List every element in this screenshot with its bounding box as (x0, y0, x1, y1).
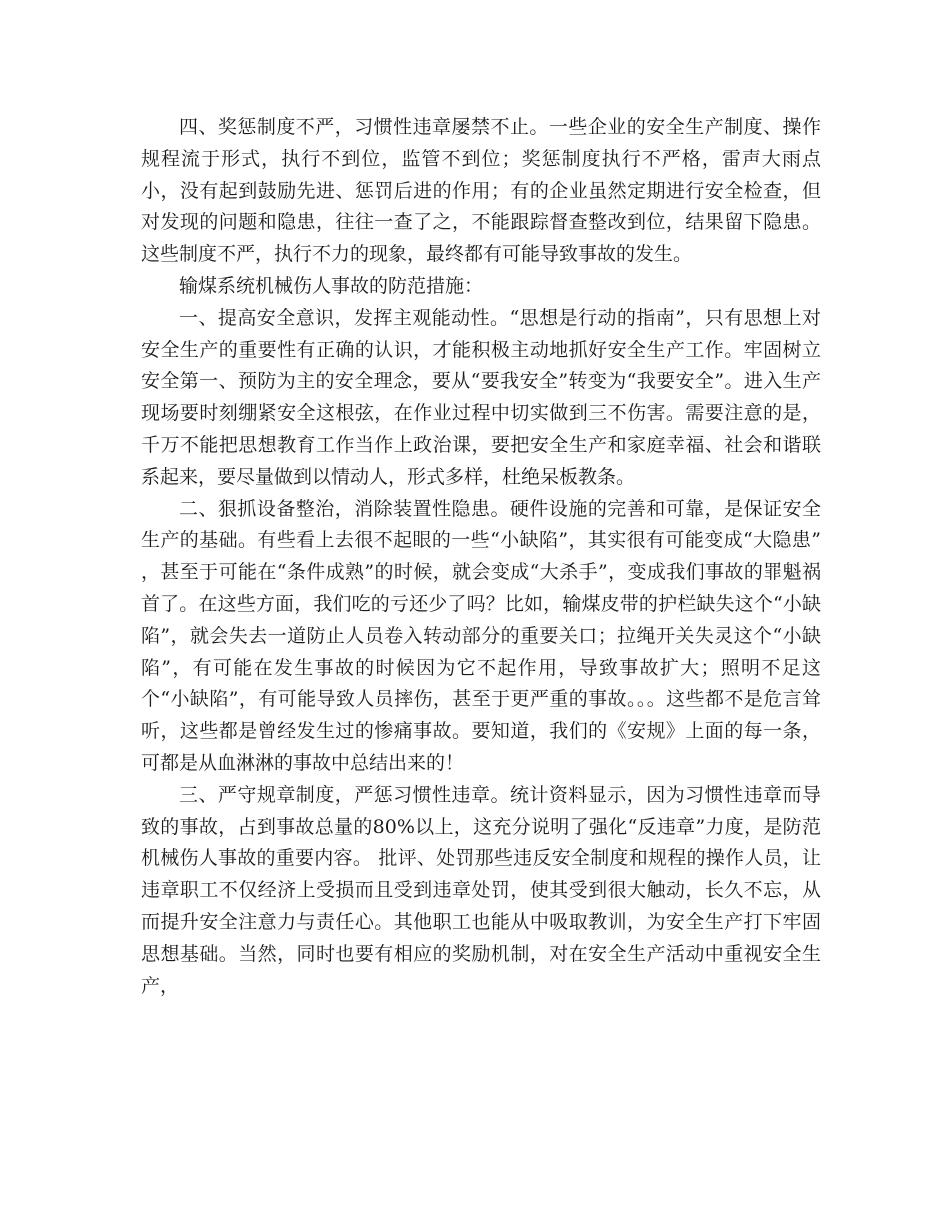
section-heading-prevention-measures: 输煤系统机械伤人事故的防范措施： (179, 274, 484, 297)
paragraph-rules-enforcement: 三、严守规章制度，严惩习惯性违章。统计资料显示，因为习惯性违章而导致的事故，占到事故总量的80%以上，这充分说明了强化“反违章”力度，是防范机械伤人事故的重要内容。 批评、处罚那些违反安全制度和规程的操作人员，让违章职工不仅经济上受损而且受到违章处罚，使其受到很大触动，长久不忘，从而提升安全注意力与责任心。其他职工也能从中吸取教训，为安全生产打下牢固思想基础。当然，同时也要有相应的奖励机制，对在安全生产活动中重视安全生产， (141, 783, 821, 997)
document-body (141, 112, 821, 1002)
paragraph-reward-punishment: 四、奖惩制度不严，习惯性违章屡禁不止。一些企业的安全生产制度、操作规程流于形式，执行不到位，监管不到位；奖惩制度执行不严格，雷声大雨点小，没有起到鼓励先进、惩罚后进的作用；有的企业虽然定期进行安全检查，但对发现的问题和隐患，往往一查了之，不能跟踪督查整改到位，结果留下隐患。这些制度不严，执行不力的现象，最终都有可能导致事故的发生。 (141, 116, 821, 266)
paragraph-equipment-rectification: 二、狠抓设备整治，消除装置性隐患。硬件设施的完善和可靠，是保证安全生产的基础。有些看上去很不起眼的一些“小缺陷”，其实很有可能变成“大隐患” ，甚至于可能在“条件成熟”的时候，就会变成“大杀手”，变成我们事故的罪魁祸首了。在这些方面，我们吃的亏还少了吗？比如，输煤皮带的护栏缺失这个“小缺陷”，就会失去一道防止人员卷入转动部分的重要关口；拉绳开关失灵这个“小缺陷”，有可能在发生事故的时候因为它不起作用，导致事故扩大；照明不足这个“小缺陷”，有可能导致人员摔伤，甚至于更严重的事故。。。这些都不是危言耸听，这些都是曾经发生过的惨痛事故。要知道，我们的《安规》上面的每一条，可都是从血淋淋的事故中总结出来的！ (141, 497, 821, 774)
paragraph-safety-awareness: 一、提高安全意识，发挥主观能动性。“思想是行动的指南”，只有思想上对安全生产的重要性有正确的认识，才能积极主动地抓好安全生产工作。牢固树立安全第一、预防为主的安全理念，要从“要我安全”转变为“我要安全”。进入生产现场要时刻绷紧安全这根弦，在作业过程中切实做到三不伤害。需要注意的是，千万不能把思想教育工作当作上政治课，要把安全生产和家庭幸福、社会和谐联系起来，要尽量做到以情动人，形式多样，杜绝呆板教条。 (141, 306, 821, 488)
